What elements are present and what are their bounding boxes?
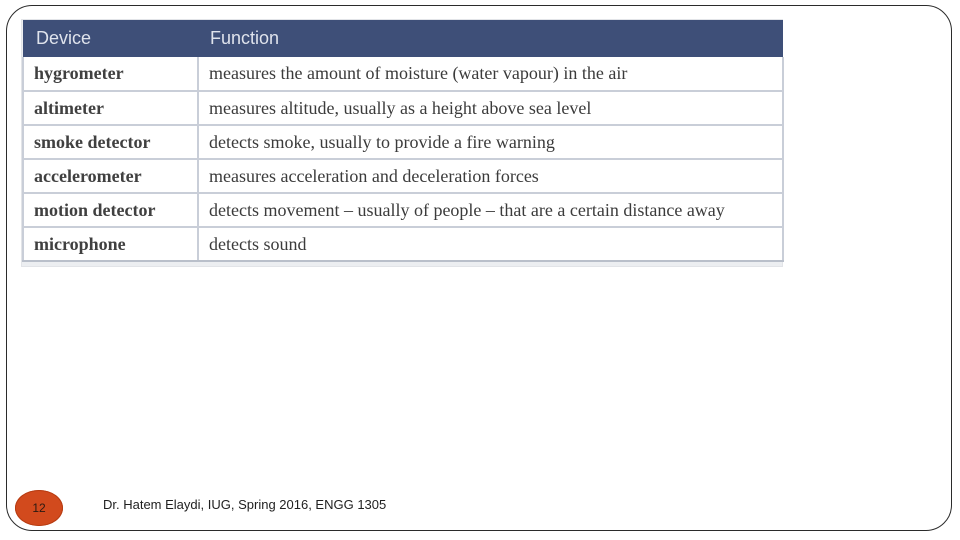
device-cell: smoke detector <box>23 125 198 159</box>
device-cell: altimeter <box>23 91 198 125</box>
page-number-badge: 12 <box>15 490 63 526</box>
column-header-device: Device <box>23 20 198 57</box>
function-cell: detects smoke, usually to provide a fire warning <box>198 125 783 159</box>
device-function-table <box>22 20 784 262</box>
column-header-function: Function <box>198 20 783 57</box>
device-function-table-image <box>22 20 782 266</box>
table-row <box>23 159 783 193</box>
function-cell: detects sound <box>198 227 783 261</box>
device-cell: microphone <box>23 227 198 261</box>
function-cell: detects movement – usually of people – that are a certain distance away <box>198 193 783 227</box>
function-cell: measures the amount of moisture (water vapour) in the air <box>198 57 783 91</box>
function-cell: measures acceleration and deceleration forces <box>198 159 783 193</box>
device-cell: hygrometer <box>23 57 198 91</box>
table-row <box>23 125 783 159</box>
footer-text: Dr. Hatem Elaydi, IUG, Spring 2016, ENGG 1305 <box>103 497 387 512</box>
table-row <box>23 57 783 91</box>
table-row <box>23 227 783 261</box>
device-cell: motion detector <box>23 193 198 227</box>
function-cell: measures altitude, usually as a height above sea level <box>198 91 783 125</box>
table-header-row <box>23 20 783 57</box>
table-row <box>23 91 783 125</box>
device-cell: accelerometer <box>23 159 198 193</box>
table-row <box>23 193 783 227</box>
